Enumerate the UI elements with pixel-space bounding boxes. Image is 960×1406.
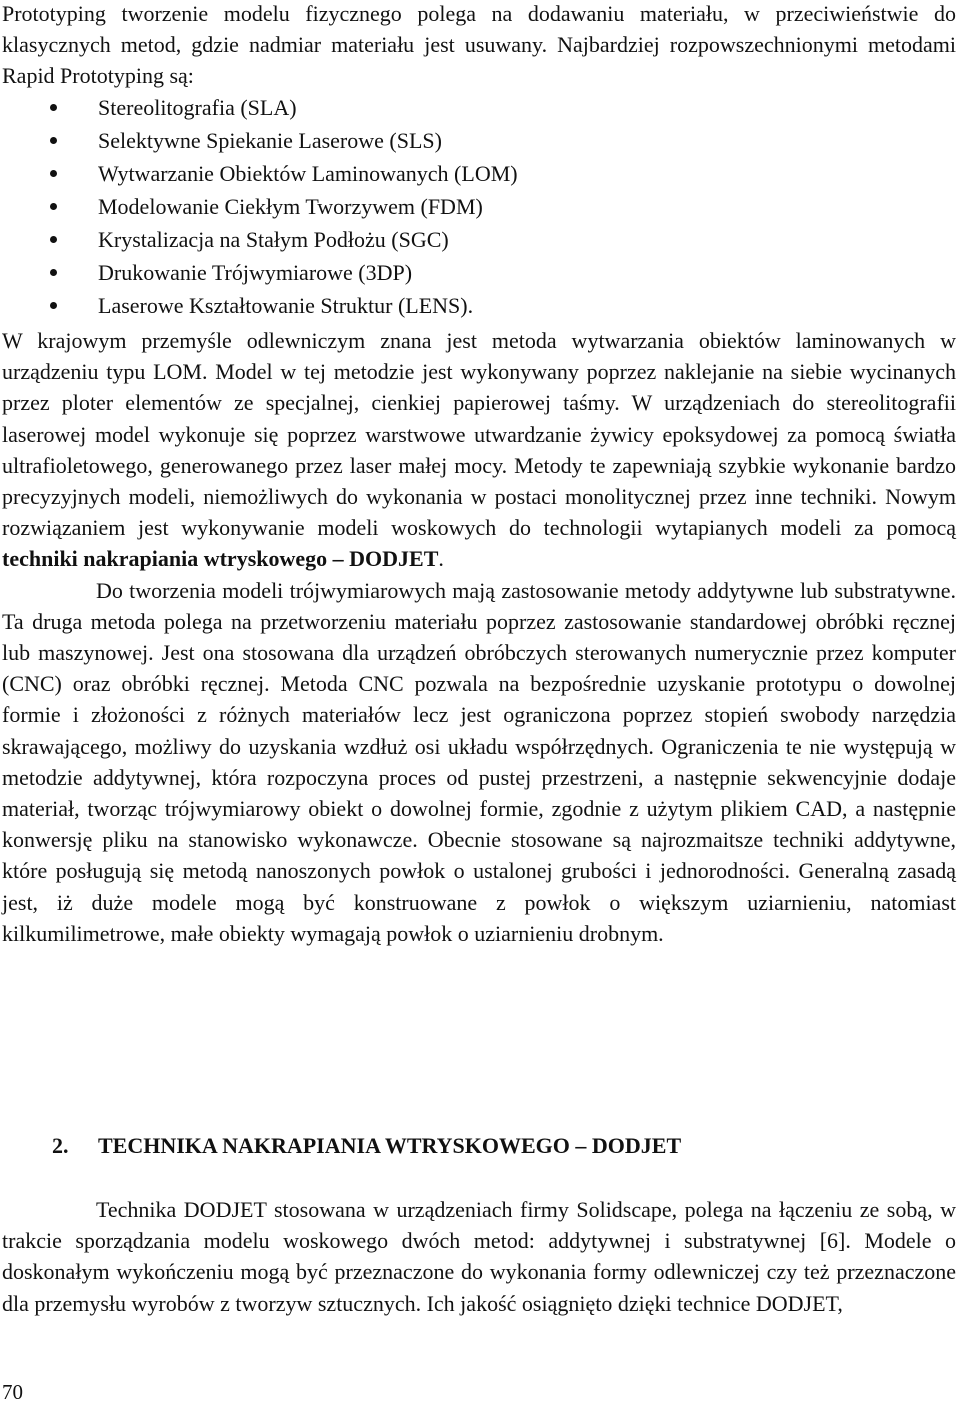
list-item: Selektywne Spiekanie Laserowe (SLS) [0, 124, 954, 157]
section-number: 2. [52, 1133, 69, 1158]
intro-text: Prototyping tworzenie modelu fizycznego polega na dodawaniu materiału, w przeciwieństwie do klasycznych metod, gdzie nadmiar materiału jest usuwany. Najbardziej rozpowszechnionymi metodami Rapid Prototyping są: [2, 1, 956, 89]
intro-paragraph [2, 0, 956, 92]
rapid-prototyping-methods-list [0, 91, 954, 322]
page-number: 70 [2, 1380, 23, 1404]
paragraph-additive-methods: Do tworzenia modeli trójwymiarowych mają zastosowanie metody addytywne lub substratywne. Ta druga metoda polega na przetworzeniu materiału poprzez zastosowanie standardowej obróbki ręcznej lub maszynowej. Jest ona stosowana dla urządzeń obróbczych sterowanych numerycznie przez komputer (CNC) oraz obróbki ręcznej. Metoda CNC pozwala na bezpośrednie uzyskanie prototypu o dowolnej formie i złożoności z różnych materiałów lecz jest ograniczona poprzez stopień swobody narzędzia skrawającego, możliwy do uzyskania wzdłuż osi układu współrzędnych. Ograniczenia te nie występują w metodzie addytywnej, która rozpoczyna proces od pustej przestrzeni, a następnie sekwencyjnie dodaje materiał, tworząc trójwymiarowy obiekt o dowolnej formie, zgodnie z użytym plikiem CAD, a następnie konwersję pliku na stanowisko wykonawcze. Obecnie stosowane są najrozmaitsze techniki addytywne, które posługują się metodą nanoszonych powłok o ustalonej grubości i jednorodności. Generalną zasadą jest, iż duże modele mogą być konstruowane z powłok o większym uziarnieniu, natomiast kilkumilimetrowe, małe obiekty wymagają powłok o uziarnieniu drobnym. [2, 577, 956, 946]
list-item: Krystalizacja na Stałym Podłożu (SGC) [0, 223, 954, 256]
section-title: TECHNIKA NAKRAPIANIA WTRYSKOWEGO – DODJET [98, 1133, 682, 1158]
main-text-block [2, 325, 956, 949]
list-item: Modelowanie Ciekłym Tworzywem (FDM) [0, 190, 954, 223]
list-item: Stereolitografia (SLA) [0, 91, 954, 124]
list-item: Laserowe Kształtowanie Struktur (LENS). [0, 289, 954, 322]
dodjet-bold-term: techniki nakrapiania wtryskowego – DODJET [2, 546, 439, 572]
paragraph-dodjet-technique: Technika DODJET stosowana w urządzeniach firmy Solidscape, polega na łączeniu ze sobą, w trakcie sporządzania modelu woskowego dwóch metod: addytywnej i substratywnej [6]. Modele o doskonałym wykończeniu mogą być przeznaczone do wykonania formy odlewniczej czy też przeznaczone dla przemysłu wyrobów z tworzyw sztucznych. Ich jakość osiągnięto dzięki technice DODJET, [2, 1197, 956, 1316]
section-heading [52, 1130, 681, 1161]
list-item: Wytwarzanie Obiektów Laminowanych (LOM) [0, 157, 954, 190]
paragraph-end: . [438, 546, 444, 572]
paragraph-lom-stereolithography [2, 325, 956, 575]
paragraph-text: W krajowym przemyśle odlewniczym znana jest metoda wytwarzania obiektów laminowanych w urządzeniu typu LOM. Model w tej metodzie jest wykonywany poprzez naklejanie na siebie wycinanych przez ploter elementów ze specjalnej, cienkiej papierowej taśmy. W urządzeniach do stereolitografii laserowej model wykonuje się poprzez warstwowe utwardzanie żywicy epoksydowej za pomocą światła ultrafioletowego, generowanego przez laser małej mocy. Metody te zapewniają szybkie wykonanie bardzo precyzyjnych modeli, niemożliwych do wykonania w postaci monolitycznej przez inne techniki. Nowym rozwiązaniem jest wykonywanie modeli woskowych do technologii wytapianych modeli za pomocą [2, 328, 956, 541]
list-item: Drukowanie Trójwymiarowe (3DP) [0, 256, 954, 289]
